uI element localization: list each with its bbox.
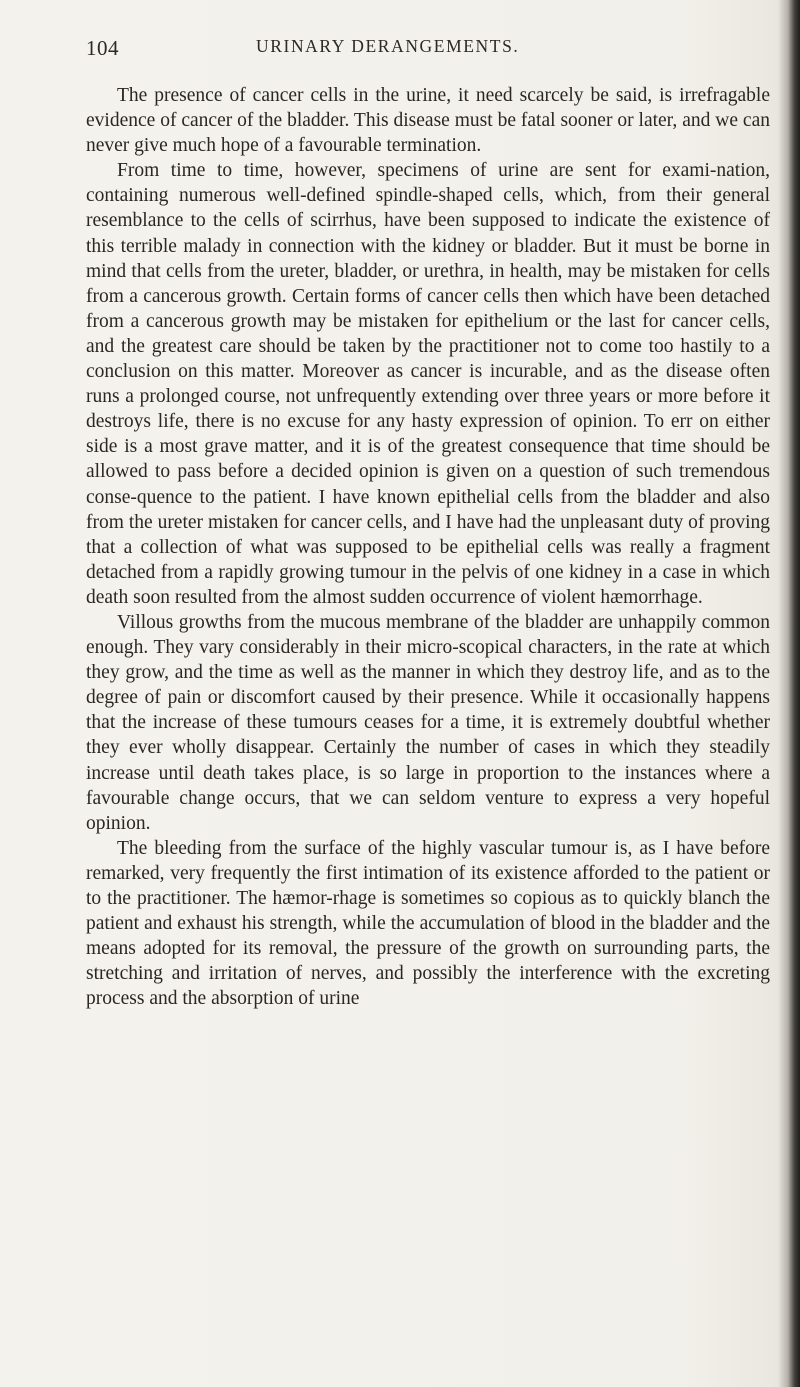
- running-head: URINARY DERANGEMENTS.: [256, 36, 520, 56]
- page-number: 104: [86, 36, 119, 60]
- paragraph: The bleeding from the surface of the highly vascular tumour is, as I have before remarked, very frequently the first intimation of its existence afforded to the patient or to the practitioner. The hæmor-rhage is sometimes so copious as to quickly blanch the patient and exhaust his strength, while the accumulation of blood in the bladder and the means adopted for its removal, the pressure of the growth on surrounding parts, the stretching and irritation of nerves, and possibly the interference with the excreting process and the absorption of urine: [86, 837, 770, 1010]
- page-binding-edge: [778, 0, 800, 1387]
- paragraph: Villous growths from the mucous membrane of the bladder are unhappily common enough. They vary considerably in their micro-scopical characters, in the rate at which they grow, and the time as well as the manner in which they destroy life, and as to the degree of pain or discomfort caused by their presence. While it occasionally happens that the increase of these tumours ceases for a time, it is extremely doubtful whether they ever wholly disappear. Certainly the number of cases in which they steadily increase until death takes place, is so large in proportion to the instances where a favourable change occurs, that we can seldom venture to express a very hopeful opinion.: [86, 611, 770, 834]
- paragraph: The presence of cancer cells in the urine, it need scarcely be said, is irrefragable evidence of cancer of the bladder. This disease must be fatal sooner or later, and we can never give much hope of a favourable termination.: [86, 85, 770, 157]
- body-text: [86, 83, 770, 1011]
- paragraph: From time to time, however, specimens of urine are sent for exami-nation, containing numerous well-defined spindle-shaped cells, which, from their general resemblance to the cells of scirrhus, have been supposed to indicate the existence of this terrible malady in connection with the kidney or bladder. But it must be borne in mind that cells from the ureter, bladder, or urethra, in health, may be mistaken for cells from a cancerous growth. Certain forms of cancer cells then which have been detached from a cancerous growth may be mistaken for epithelium or the last for cancer cells, and the greatest care should be taken by the practitioner not to come too hastily to a conclusion on this matter. Moreover as cancer is incurable, and as the disease often runs a prolonged course, not unfrequently extending over three years or more before it destroys life, there is no excuse for any hasty expression of opinion. To err on either side is a most grave matter, and it is of the greatest consequence that time should be allowed to pass before a decided opinion is given on a question of such tremendous conse-quence to the patient. I have known epithelial cells from the bladder and also from the ureter mistaken for cancer cells, and I have had the unpleasant duty of proving that a collection of what was supposed to be epithelial cells was really a fragment detached from a rapidly growing tumour in the pelvis of one kidney in a case in which death soon resulted from the almost sudden occurrence of violent hæmorrhage.: [86, 160, 770, 608]
- page-header: [86, 36, 770, 66]
